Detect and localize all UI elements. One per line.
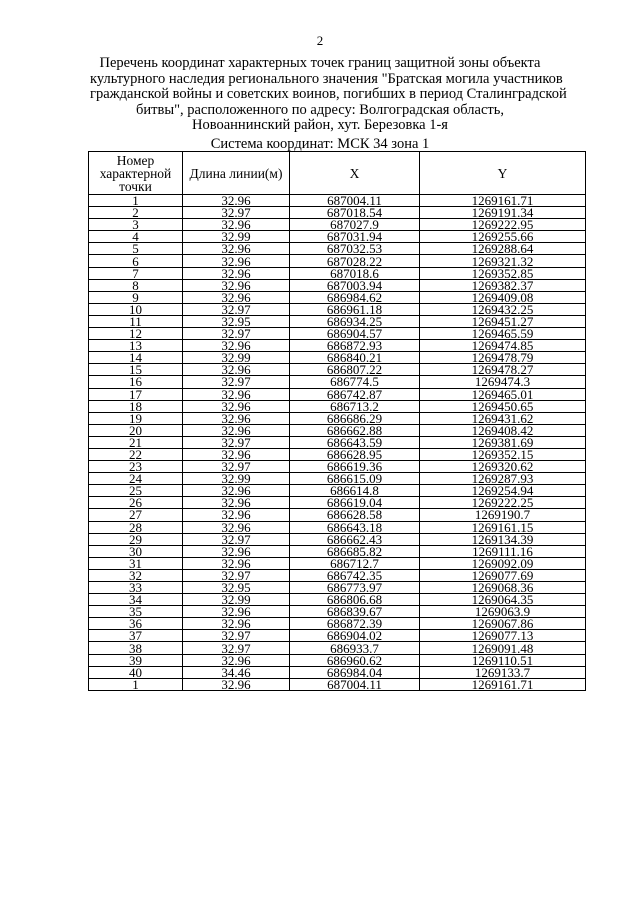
line-length-cell: 32.96	[183, 557, 290, 569]
y-coordinate-cell: 1269190.7	[420, 509, 586, 521]
point-number-cell: 34	[89, 594, 183, 606]
x-coordinate-cell: 686619.36	[290, 461, 420, 473]
point-number-cell: 14	[89, 352, 183, 364]
x-coordinate-cell: 686619.04	[290, 497, 420, 509]
table-row	[89, 352, 586, 364]
x-coordinate-cell: 686628.95	[290, 448, 420, 460]
y-coordinate-cell: 1269255.66	[420, 231, 586, 243]
table-row	[89, 328, 586, 340]
table-row	[89, 340, 586, 352]
line-length-cell: 32.96	[183, 618, 290, 630]
y-coordinate-cell: 1269077.69	[420, 569, 586, 581]
point-number-cell: 36	[89, 618, 183, 630]
x-coordinate-cell: 686614.8	[290, 485, 420, 497]
y-coordinate-cell: 1269111.16	[420, 545, 586, 557]
point-number-cell: 39	[89, 654, 183, 666]
point-number-cell: 9	[89, 291, 183, 303]
line-length-cell: 32.99	[183, 352, 290, 364]
y-coordinate-cell: 1269067.86	[420, 618, 586, 630]
x-coordinate-cell: 687004.11	[290, 678, 420, 690]
document-title	[90, 55, 567, 134]
table-row	[89, 291, 586, 303]
table-row	[89, 195, 586, 207]
point-number-cell: 13	[89, 340, 183, 352]
x-coordinate-cell: 686628.58	[290, 509, 420, 521]
y-coordinate-cell: 1269408.42	[420, 424, 586, 436]
x-coordinate-cell: 686840.21	[290, 352, 420, 364]
header-point-number: Номер характерной точки	[89, 152, 183, 195]
x-coordinate-cell: 686904.57	[290, 328, 420, 340]
line-length-cell: 32.96	[183, 243, 290, 255]
x-coordinate-cell: 686685.82	[290, 545, 420, 557]
y-coordinate-cell: 1269091.48	[420, 642, 586, 654]
point-number-cell: 32	[89, 569, 183, 581]
line-length-cell: 32.96	[183, 255, 290, 267]
table-row	[89, 376, 586, 388]
point-number-cell: 10	[89, 303, 183, 315]
y-coordinate-cell: 1269381.69	[420, 436, 586, 448]
line-length-cell: 32.97	[183, 630, 290, 642]
table-row	[89, 606, 586, 618]
line-length-cell: 32.97	[183, 303, 290, 315]
line-length-cell: 32.96	[183, 412, 290, 424]
point-number-cell: 16	[89, 376, 183, 388]
table-row	[89, 509, 586, 521]
line-length-cell: 32.96	[183, 424, 290, 436]
x-coordinate-cell: 686934.25	[290, 315, 420, 327]
y-coordinate-cell: 1269134.39	[420, 533, 586, 545]
point-number-cell: 27	[89, 509, 183, 521]
y-coordinate-cell: 1269161.71	[420, 195, 586, 207]
y-coordinate-cell: 1269161.15	[420, 521, 586, 533]
table-row	[89, 461, 586, 473]
line-length-cell: 34.46	[183, 666, 290, 678]
table-row	[89, 642, 586, 654]
line-length-cell: 32.99	[183, 594, 290, 606]
y-coordinate-cell: 1269320.62	[420, 461, 586, 473]
point-number-cell: 31	[89, 557, 183, 569]
y-coordinate-cell: 1269222.95	[420, 219, 586, 231]
table-body	[89, 195, 586, 691]
x-coordinate-cell: 686961.18	[290, 303, 420, 315]
point-number-cell: 26	[89, 497, 183, 509]
table-row	[89, 219, 586, 231]
y-coordinate-cell: 1269352.15	[420, 448, 586, 460]
table-row	[89, 545, 586, 557]
x-coordinate-cell: 687031.94	[290, 231, 420, 243]
line-length-cell: 32.96	[183, 195, 290, 207]
x-coordinate-cell: 686839.67	[290, 606, 420, 618]
line-length-cell: 32.99	[183, 231, 290, 243]
y-coordinate-cell: 1269254.94	[420, 485, 586, 497]
y-coordinate-cell: 1269478.79	[420, 352, 586, 364]
line-length-cell: 32.96	[183, 448, 290, 460]
line-length-cell: 32.95	[183, 315, 290, 327]
y-coordinate-cell: 1269092.09	[420, 557, 586, 569]
y-coordinate-cell: 1269068.36	[420, 582, 586, 594]
header-x: X	[290, 152, 420, 195]
title-line: культурного наследия регионального значения "Братская могила участников	[90, 70, 563, 87]
table-row	[89, 303, 586, 315]
line-length-cell: 32.97	[183, 533, 290, 545]
point-number-cell: 11	[89, 315, 183, 327]
x-coordinate-cell: 686774.5	[290, 376, 420, 388]
x-coordinate-cell: 686773.97	[290, 582, 420, 594]
table-row	[89, 424, 586, 436]
x-coordinate-cell: 686806.68	[290, 594, 420, 606]
line-length-cell: 32.97	[183, 376, 290, 388]
table-row	[89, 267, 586, 279]
point-number-cell: 19	[89, 412, 183, 424]
point-number-cell: 21	[89, 436, 183, 448]
y-coordinate-cell: 1269474.3	[420, 376, 586, 388]
point-number-cell: 23	[89, 461, 183, 473]
table-row	[89, 231, 586, 243]
y-coordinate-cell: 1269382.37	[420, 279, 586, 291]
line-length-cell: 32.97	[183, 642, 290, 654]
point-number-cell: 37	[89, 630, 183, 642]
x-coordinate-cell: 686933.7	[290, 642, 420, 654]
point-number-cell: 7	[89, 267, 183, 279]
table-row	[89, 521, 586, 533]
line-length-cell: 32.96	[183, 497, 290, 509]
point-number-cell: 1	[89, 678, 183, 690]
x-coordinate-cell: 686742.35	[290, 569, 420, 581]
y-coordinate-cell: 1269064.35	[420, 594, 586, 606]
y-coordinate-cell: 1269191.34	[420, 207, 586, 219]
table-row	[89, 594, 586, 606]
point-number-cell: 8	[89, 279, 183, 291]
point-number-cell: 35	[89, 606, 183, 618]
coordinates-table	[88, 151, 586, 691]
x-coordinate-cell: 686686.29	[290, 412, 420, 424]
table-row	[89, 533, 586, 545]
point-number-cell: 33	[89, 582, 183, 594]
line-length-cell: 32.96	[183, 291, 290, 303]
point-number-cell: 24	[89, 473, 183, 485]
x-coordinate-cell: 686960.62	[290, 654, 420, 666]
x-coordinate-cell: 687018.6	[290, 267, 420, 279]
table-row	[89, 400, 586, 412]
x-coordinate-cell: 687028.22	[290, 255, 420, 267]
header-y: Y	[420, 152, 586, 195]
table-row	[89, 678, 586, 690]
x-coordinate-cell: 686872.39	[290, 618, 420, 630]
table-row	[89, 364, 586, 376]
y-coordinate-cell: 1269352.85	[420, 267, 586, 279]
table-row	[89, 388, 586, 400]
table-row	[89, 485, 586, 497]
title-line: битвы", расположенного по адресу: Волгоградская область,	[136, 101, 504, 118]
point-number-cell: 18	[89, 400, 183, 412]
table-row	[89, 497, 586, 509]
point-number-cell: 28	[89, 521, 183, 533]
line-length-cell: 32.96	[183, 400, 290, 412]
line-length-cell: 32.97	[183, 207, 290, 219]
y-coordinate-cell: 1269222.25	[420, 497, 586, 509]
table-row	[89, 654, 586, 666]
y-coordinate-cell: 1269288.64	[420, 243, 586, 255]
x-coordinate-cell: 686984.04	[290, 666, 420, 678]
y-coordinate-cell: 1269161.71	[420, 678, 586, 690]
table-row	[89, 279, 586, 291]
x-coordinate-cell: 686713.2	[290, 400, 420, 412]
table-row	[89, 582, 586, 594]
x-coordinate-cell: 686904.02	[290, 630, 420, 642]
title-line: гражданской войны и советских воинов, погибших в период Сталинградской	[90, 86, 567, 102]
x-coordinate-cell: 687003.94	[290, 279, 420, 291]
line-length-cell: 32.96	[183, 509, 290, 521]
line-length-cell: 32.96	[183, 606, 290, 618]
line-length-cell: 32.96	[183, 388, 290, 400]
line-length-cell: 32.96	[183, 521, 290, 533]
y-coordinate-cell: 1269321.32	[420, 255, 586, 267]
y-coordinate-cell: 1269451.27	[420, 315, 586, 327]
table-header-row	[89, 152, 586, 195]
x-coordinate-cell: 687004.11	[290, 195, 420, 207]
line-length-cell: 32.96	[183, 654, 290, 666]
line-length-cell: 32.97	[183, 569, 290, 581]
point-number-cell: 25	[89, 485, 183, 497]
x-coordinate-cell: 687018.54	[290, 207, 420, 219]
point-number-cell: 5	[89, 243, 183, 255]
point-number-cell: 20	[89, 424, 183, 436]
line-length-cell: 32.97	[183, 436, 290, 448]
header-line-length: Длина линии(м)	[183, 152, 290, 195]
point-number-cell: 29	[89, 533, 183, 545]
y-coordinate-cell: 1269110.51	[420, 654, 586, 666]
line-length-cell: 32.96	[183, 678, 290, 690]
point-number-cell: 38	[89, 642, 183, 654]
title-line: Новоаннинский район, хут. Березовка 1-я	[192, 117, 448, 133]
point-number-cell: 30	[89, 545, 183, 557]
line-length-cell: 32.96	[183, 545, 290, 557]
point-number-cell: 40	[89, 666, 183, 678]
table-row	[89, 207, 586, 219]
x-coordinate-cell: 686643.59	[290, 436, 420, 448]
table-row	[89, 412, 586, 424]
y-coordinate-cell: 1269133.7	[420, 666, 586, 678]
x-coordinate-cell: 686643.18	[290, 521, 420, 533]
page-number: 2	[316, 33, 324, 48]
table-row	[89, 436, 586, 448]
x-coordinate-cell: 686742.87	[290, 388, 420, 400]
line-length-cell: 32.96	[183, 219, 290, 231]
table-row	[89, 666, 586, 678]
point-number-cell: 1	[89, 195, 183, 207]
table-row	[89, 473, 586, 485]
table-row	[89, 630, 586, 642]
y-coordinate-cell: 1269077.13	[420, 630, 586, 642]
coordinate-system-label: Система координат: МСК 34 зона 1	[210, 136, 430, 152]
line-length-cell: 32.96	[183, 340, 290, 352]
y-coordinate-cell: 1269287.93	[420, 473, 586, 485]
x-coordinate-cell: 687032.53	[290, 243, 420, 255]
y-coordinate-cell: 1269474.85	[420, 340, 586, 352]
point-number-cell: 17	[89, 388, 183, 400]
y-coordinate-cell: 1269409.08	[420, 291, 586, 303]
y-coordinate-cell: 1269450.65	[420, 400, 586, 412]
y-coordinate-cell: 1269431.62	[420, 412, 586, 424]
line-length-cell: 32.97	[183, 328, 290, 340]
table-row	[89, 557, 586, 569]
line-length-cell: 32.96	[183, 279, 290, 291]
y-coordinate-cell: 1269465.01	[420, 388, 586, 400]
y-coordinate-cell: 1269432.25	[420, 303, 586, 315]
title-line: Перечень координат характерных точек границ защитной зоны объекта	[99, 55, 541, 71]
line-length-cell: 32.96	[183, 485, 290, 497]
x-coordinate-cell: 686712.7	[290, 557, 420, 569]
point-number-cell: 4	[89, 231, 183, 243]
table-row	[89, 618, 586, 630]
point-number-cell: 12	[89, 328, 183, 340]
x-coordinate-cell: 686984.62	[290, 291, 420, 303]
point-number-cell: 15	[89, 364, 183, 376]
point-number-cell: 22	[89, 448, 183, 460]
table-row	[89, 448, 586, 460]
point-number-cell: 2	[89, 207, 183, 219]
table-row	[89, 569, 586, 581]
y-coordinate-cell: 1269478.27	[420, 364, 586, 376]
table-row	[89, 255, 586, 267]
x-coordinate-cell: 687027.9	[290, 219, 420, 231]
point-number-cell: 6	[89, 255, 183, 267]
table-row	[89, 315, 586, 327]
table-row	[89, 243, 586, 255]
x-coordinate-cell: 686615.09	[290, 473, 420, 485]
line-length-cell: 32.96	[183, 364, 290, 376]
x-coordinate-cell: 686662.88	[290, 424, 420, 436]
line-length-cell: 32.95	[183, 582, 290, 594]
x-coordinate-cell: 686807.22	[290, 364, 420, 376]
point-number-cell: 3	[89, 219, 183, 231]
y-coordinate-cell: 1269063.9	[420, 606, 586, 618]
line-length-cell: 32.97	[183, 461, 290, 473]
line-length-cell: 32.99	[183, 473, 290, 485]
x-coordinate-cell: 686872.93	[290, 340, 420, 352]
line-length-cell: 32.96	[183, 267, 290, 279]
y-coordinate-cell: 1269465.59	[420, 328, 586, 340]
x-coordinate-cell: 686662.43	[290, 533, 420, 545]
